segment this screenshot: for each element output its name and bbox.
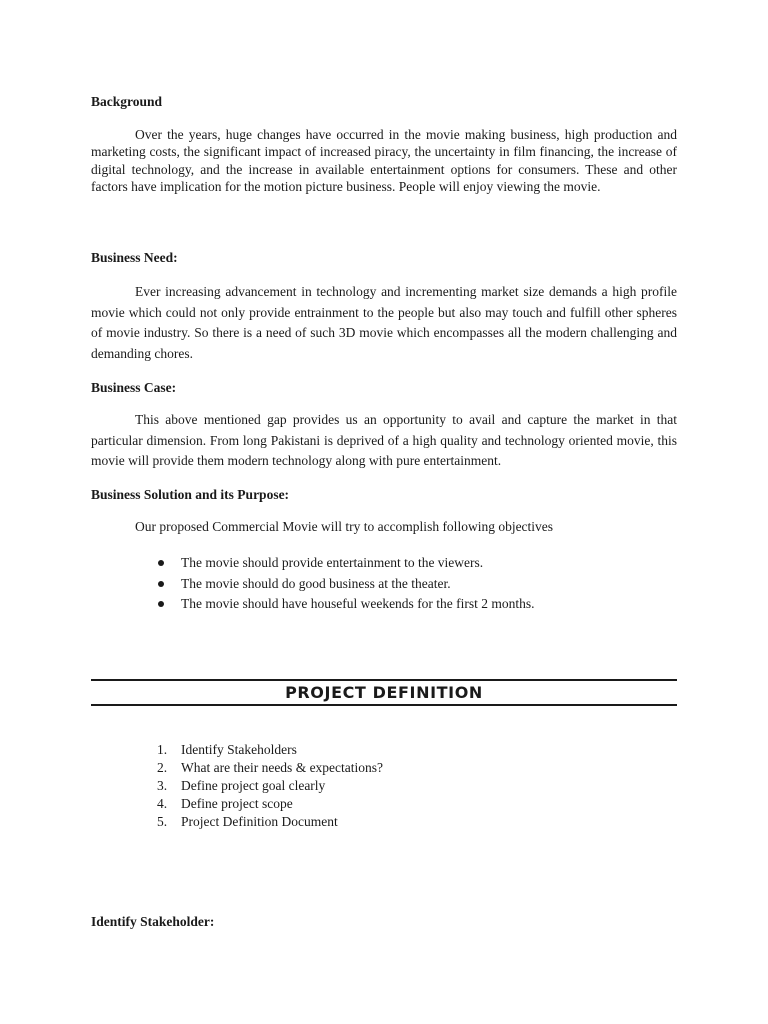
bullet-icon bbox=[158, 581, 164, 587]
business-need-paragraph: Ever increasing advancement in technology and incrementing market size demands a high profile movie which could not only provide entrainment to the people but also may touch and fulfill other spheres of movie industry. So there is a need of such 3D movie which encompasses all the modern challenging and demanding chores. bbox=[91, 284, 677, 361]
project-definition-banner bbox=[91, 679, 677, 706]
list-item: The movie should provide entertainment to the viewers. bbox=[91, 553, 677, 574]
bullet-icon bbox=[158, 601, 164, 607]
objectives-list bbox=[91, 553, 677, 615]
objectives-intro: Our proposed Commercial Movie will try to accomplish following objectives bbox=[135, 519, 554, 534]
business-need-heading: Business Need: bbox=[91, 250, 178, 265]
list-item: 3. Define project goal clearly bbox=[157, 778, 326, 793]
list-item: 4. Define project scope bbox=[157, 796, 293, 811]
bullet-icon bbox=[158, 560, 164, 566]
background-heading: Background bbox=[91, 94, 163, 109]
list-item: 1. Identify Stakeholders bbox=[157, 742, 297, 757]
project-definition-title: PROJECT DEFINITION bbox=[285, 683, 483, 702]
list-item: The movie should have houseful weekends for the first 2 months. bbox=[91, 594, 677, 615]
identify-stakeholder-heading: Identify Stakeholder: bbox=[91, 914, 215, 929]
project-definition-steps bbox=[91, 741, 383, 831]
list-item: 2. What are their needs & expectations? bbox=[157, 760, 384, 775]
list-item: The movie should do good business at the theater. bbox=[91, 574, 677, 595]
list-item: 5. Project Definition Document bbox=[157, 814, 338, 829]
business-solution-heading: Business Solution and its Purpose: bbox=[91, 487, 290, 502]
business-case-heading: Business Case: bbox=[91, 380, 177, 395]
background-paragraph: Over the years, huge changes have occurred in the movie making business, high production and marketing costs, the significant impact of increased piracy, the uncertainty in film financing, the increase of digital technology, and the increase in available entertainment options for consumers. These and other factors have implication for the motion picture business. People will enjoy viewing the movie. bbox=[91, 127, 677, 194]
business-case-paragraph: This above mentioned gap provides us an opportunity to avail and capture the market in that particular dimension. From long Pakistani is deprived of a high quality and technology oriented movie, this movie will provide them modern technology along with pure entertainment. bbox=[91, 412, 677, 468]
